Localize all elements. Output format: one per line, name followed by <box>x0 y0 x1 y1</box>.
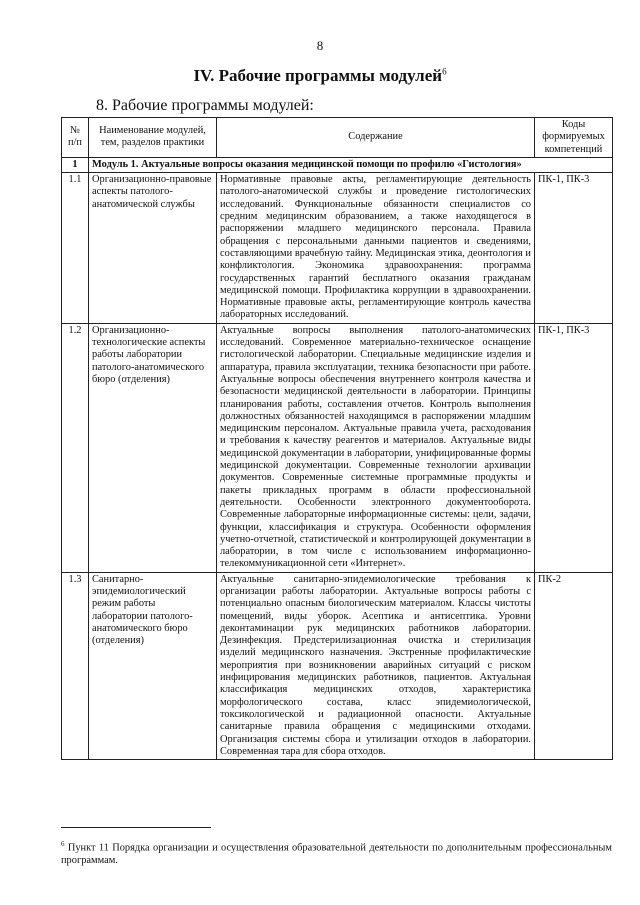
module-row <box>62 157 613 172</box>
row-codes: ПК-1, ПК-3 <box>535 173 613 324</box>
section-heading-text: IV. Рабочие программы модулей <box>193 66 443 85</box>
header-num: № п/п <box>62 118 89 158</box>
table-row <box>62 572 613 759</box>
row-name: Организационно-технологические аспекты работы лаборатории патолого-анатомического бюро (отделения) <box>89 323 217 572</box>
row-num: 1.3 <box>62 572 89 759</box>
section-heading <box>0 66 640 86</box>
footnote-reference: 6 <box>442 66 447 77</box>
header-content: Содержание <box>217 118 535 158</box>
row-content: Нормативные правовые акты, регламентирующие деятельность патолого-анатомической службы и проведение гистологических исследований. Функциональные обязанности специалистов со средним медицинским образованием, а также находящегося в распоряжении младшего медицинского персонала. Правила обращения с персональными данными пациентов и сведениями, составляющими врачебную тайну. Медицинская этика, деонтология и конфликтология. Экономика здравоохранения: программа государственных гарантий бесплатного оказания гражданам медицинской помощи. Профилактика коррупции в здравоохранении. Нормативные правовые акты, регламентирующие контроль качества лабораторных исследований. <box>217 173 535 324</box>
row-num: 1.2 <box>62 323 89 572</box>
module-program-table <box>61 117 613 760</box>
header-codes: Коды формируемых компетенций <box>535 118 613 158</box>
footnote-text: Пункт 11 Порядка организации и осуществления образовательной деятельности по дополнительным профессиональным программам. <box>61 842 612 867</box>
row-codes: ПК-2 <box>535 572 613 759</box>
table-row <box>62 323 613 572</box>
row-name: Санитарно-эпидемиологический режим работы лаборатории патолого-анатомического бюро (отделения) <box>89 572 217 759</box>
row-codes: ПК-1, ПК-3 <box>535 323 613 572</box>
page-number: 8 <box>316 38 324 53</box>
module-num: 1 <box>62 157 89 172</box>
row-name: Организационно-правовые аспекты патолого-анатомической службы <box>89 173 217 324</box>
footnote-mark: 6 <box>61 840 65 848</box>
footnote <box>61 838 612 867</box>
header-name: Наименование модулей, тем, разделов практики <box>89 118 217 158</box>
subsection-heading: 8. Рабочие программы модулей: <box>96 97 314 114</box>
table-header-row <box>62 118 613 158</box>
row-num: 1.1 <box>62 173 89 324</box>
row-content: Актуальные санитарно-эпидемиологические требования к организации работы лаборатории. Актуальные вопросы работы с потенциально опасным биологическим материалом. Классы чистоты помещений, виды уборок. Асептика и антисептика. Уровни деконтаминации рук медицинских работников лаборатории. Дезинфекция. Предстерилизационная очистка и стерилизация изделий медицинского назначения. Экстренные профилактические мероприятия при возникновении аварийных ситуаций с риском инфицирования медицинских работников, пациентов. Актуальная классификация медицинских отходов, характеристика морфологического состава, класс эпидемиологической, токсикологической и радиационной опасности. Актуальные санитарные правила обращения с медицинскими отходами. Организация системы сбора и утилизации отходов в лаборатории. Современная тара для сбора отходов. <box>217 572 535 759</box>
table-row <box>62 173 613 324</box>
footnote-divider <box>61 827 211 828</box>
row-content: Актуальные вопросы выполнения патолого-анатомических исследований. Современное материально-техническое оснащение гистологической лаборатории. Специальные медицинские изделия и аппаратура, правила эксплуатации, техника безопасности при работе. Актуальные вопросы обеспечения внутреннего контроля качества и безопасности медицинской деятельности в лаборатории. Принципы планирования работы, составления отчетов. Контроль выполнения должностных обязанностей находящимся в распоряжении младшим медицинским персоналом. Актуальные правила учета, расходования и требования к качеству реагентов и материалов. Актуальные виды медицинской документации в лаборатории, унифицированные формы медицинской документации. Современные технологии архивации документов. Современные системные программные продукты и пакеты прикладных программ в области профессиональной деятельности. Особенности электронного документооборота. Современные лабораторные информационные системы: цели, задачи, функции, классификация и структура. Особенности оформления учетно-отчетной, статистической и контролирующей документации в лаборатории, в том числе с использованием информационно-телекоммуникационной сети «Интернет». <box>217 323 535 572</box>
module-title: Модуль 1. Актуальные вопросы оказания медицинской помощи по профилю «Гистология» <box>89 157 613 172</box>
